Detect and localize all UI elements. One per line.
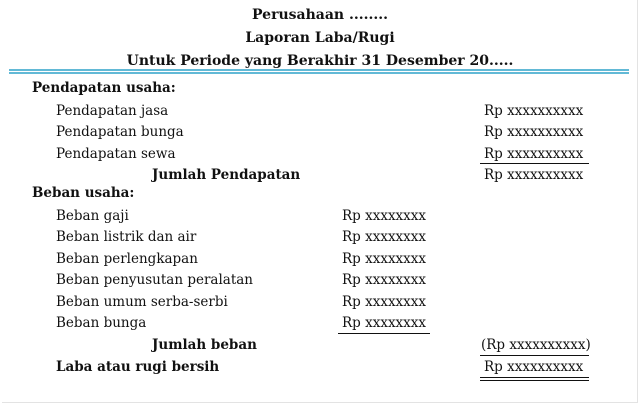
revenue-total-label: Jumlah Pendapatan <box>152 167 301 183</box>
expense-heading: Beban usaha: <box>32 185 135 201</box>
expense-item-label: Beban listrik dan air <box>56 229 197 245</box>
net-income-double-rule-top <box>480 377 589 378</box>
revenue-item-label: Pendapatan sewa <box>56 146 176 162</box>
expense-item-amount: Rp xxxxxxxx <box>342 229 427 245</box>
expense-item-label: Beban umum serba-serbi <box>56 294 228 310</box>
revenue-item-label: Pendapatan jasa <box>56 103 169 119</box>
company-name: Perusahaan ........ <box>252 7 388 23</box>
expense-item-label: Beban perlengkapan <box>56 251 198 267</box>
report-title: Laporan Laba/Rugi <box>245 30 395 46</box>
revenue-item-amount: Rp xxxxxxxxxx <box>484 103 584 119</box>
expense-subtotal-rule <box>338 333 430 334</box>
report-period: Untuk Periode yang Berakhir 31 Desember 20..... <box>126 53 514 69</box>
net-income-double-rule-bottom <box>480 380 589 381</box>
revenue-subtotal-rule <box>480 163 589 164</box>
expense-item-label: Beban gaji <box>56 208 129 224</box>
expense-total-rule <box>480 355 589 356</box>
revenue-heading: Pendapatan usaha: <box>32 80 176 96</box>
expense-item-amount: Rp xxxxxxxx <box>342 251 427 267</box>
revenue-total-amount: Rp xxxxxxxxxx <box>484 167 584 183</box>
net-income-label: Laba atau rugi bersih <box>56 359 220 375</box>
header-divider-bottom <box>9 72 629 74</box>
expense-item-amount: Rp xxxxxxxx <box>342 272 427 288</box>
revenue-item-amount: Rp xxxxxxxxxx <box>484 146 584 162</box>
expense-item-amount: Rp xxxxxxxx <box>342 208 427 224</box>
expense-item-label: Beban penyusutan peralatan <box>56 272 253 288</box>
header-divider-top <box>9 69 629 71</box>
net-income-amount: Rp xxxxxxxxxx <box>484 359 584 375</box>
expense-item-amount: Rp xxxxxxxx <box>342 315 427 331</box>
expense-item-label: Beban bunga <box>56 315 147 331</box>
revenue-item-amount: Rp xxxxxxxxxx <box>484 124 584 140</box>
expense-total-amount: (Rp xxxxxxxxxx) <box>481 337 591 353</box>
revenue-item-label: Pendapatan bunga <box>56 124 184 140</box>
expense-total-label: Jumlah beban <box>152 337 257 353</box>
expense-item-amount: Rp xxxxxxxx <box>342 294 427 310</box>
